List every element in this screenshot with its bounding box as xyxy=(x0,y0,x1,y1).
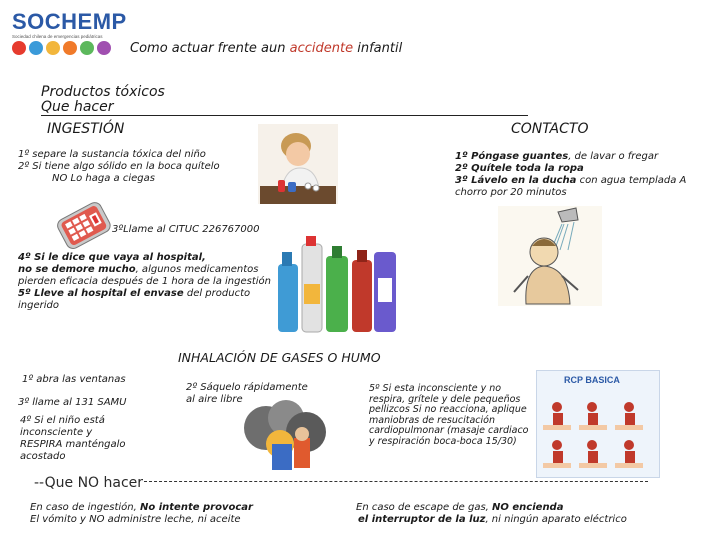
rcp-title: RCP BASICA xyxy=(564,375,620,385)
section-productos: Productos tóxicos xyxy=(41,84,165,100)
no-hacer-ingestion: En caso de ingestión, No intente provocar El vómito y NO administre leche, ni aceite xyxy=(30,502,253,525)
section-que-hacer: Que hacer xyxy=(41,99,114,115)
inhalacion-step-2: 2º Sáquelo rápidamente al aire libre xyxy=(186,382,308,405)
inhalacion-step-1: 1º abra las ventanas xyxy=(22,374,126,385)
ingestion-steps: 1º separe la sustancia tóxica del niño 2º Si tiene algo sólido en la boca quítelo NO Lo haga a ciegas xyxy=(18,149,220,184)
logo-dot-icon xyxy=(46,41,60,55)
logo: SOCHEMP xyxy=(12,9,127,34)
inhalacion-step-4: 4º Si el niño está inconsciente y RESPIRA manténgalo acostado xyxy=(20,415,126,462)
heading-inhalacion: INHALACIÓN DE GASES O HUMO xyxy=(178,350,381,365)
logo-dot-icon xyxy=(29,41,43,55)
phone-icon xyxy=(46,200,120,252)
toxic-products-image xyxy=(274,234,400,334)
call-cituc: 3ºLlame al CITUC 226767000 xyxy=(112,224,260,235)
rcp-card xyxy=(536,370,660,478)
smoke-rescue-image xyxy=(236,398,336,474)
heading-ingestion: INGESTIÓN xyxy=(47,121,125,137)
heading-no-hacer: --Que NO hacer xyxy=(34,475,144,491)
no-hacer-gas: En caso de escape de gas, NO encienda el interruptor de la luz, ni ningún aparato eléctrico xyxy=(356,502,627,525)
logo-tagline: Sociedad chilena de emergencias pediátricas xyxy=(12,34,103,39)
divider xyxy=(144,481,648,482)
page-title: Como actuar frente aun accidente infantil xyxy=(130,41,403,56)
shower-sketch-image xyxy=(498,206,602,306)
child-medicine-image xyxy=(258,124,338,204)
logo-dot-icon xyxy=(63,41,77,55)
divider xyxy=(41,115,528,116)
inhalacion-step-5: 5º Si esta inconsciente y no respira, grítele y dele pequeños pellizcos Si no reacciona, aplique maniobras de resucitación cardiopulmonar (masaje cardiaco y respiración boca-boca 15/30) xyxy=(369,383,529,447)
contacto-steps: 1º Póngase guantes, de lavar o fregar 2º Quítele toda la ropa 3º Lávelo en la ducha con agua templada A chorro por 20 minutos xyxy=(455,151,687,198)
inhalacion-step-3: 3º llame al 131 SAMU xyxy=(18,397,127,408)
logo-dot-icon xyxy=(80,41,94,55)
heading-contacto: CONTACTO xyxy=(511,121,589,137)
logo-dot-icon xyxy=(97,41,111,55)
logo-dot-icon xyxy=(12,41,26,55)
hospital-steps: 4º Si le dice que vaya al hospital, no se demore mucho, algunos medicamentos pierden eficacia después de 1 hora de la ingestión 5º Lleve al hospital el envase del producto ingerido xyxy=(18,252,272,311)
